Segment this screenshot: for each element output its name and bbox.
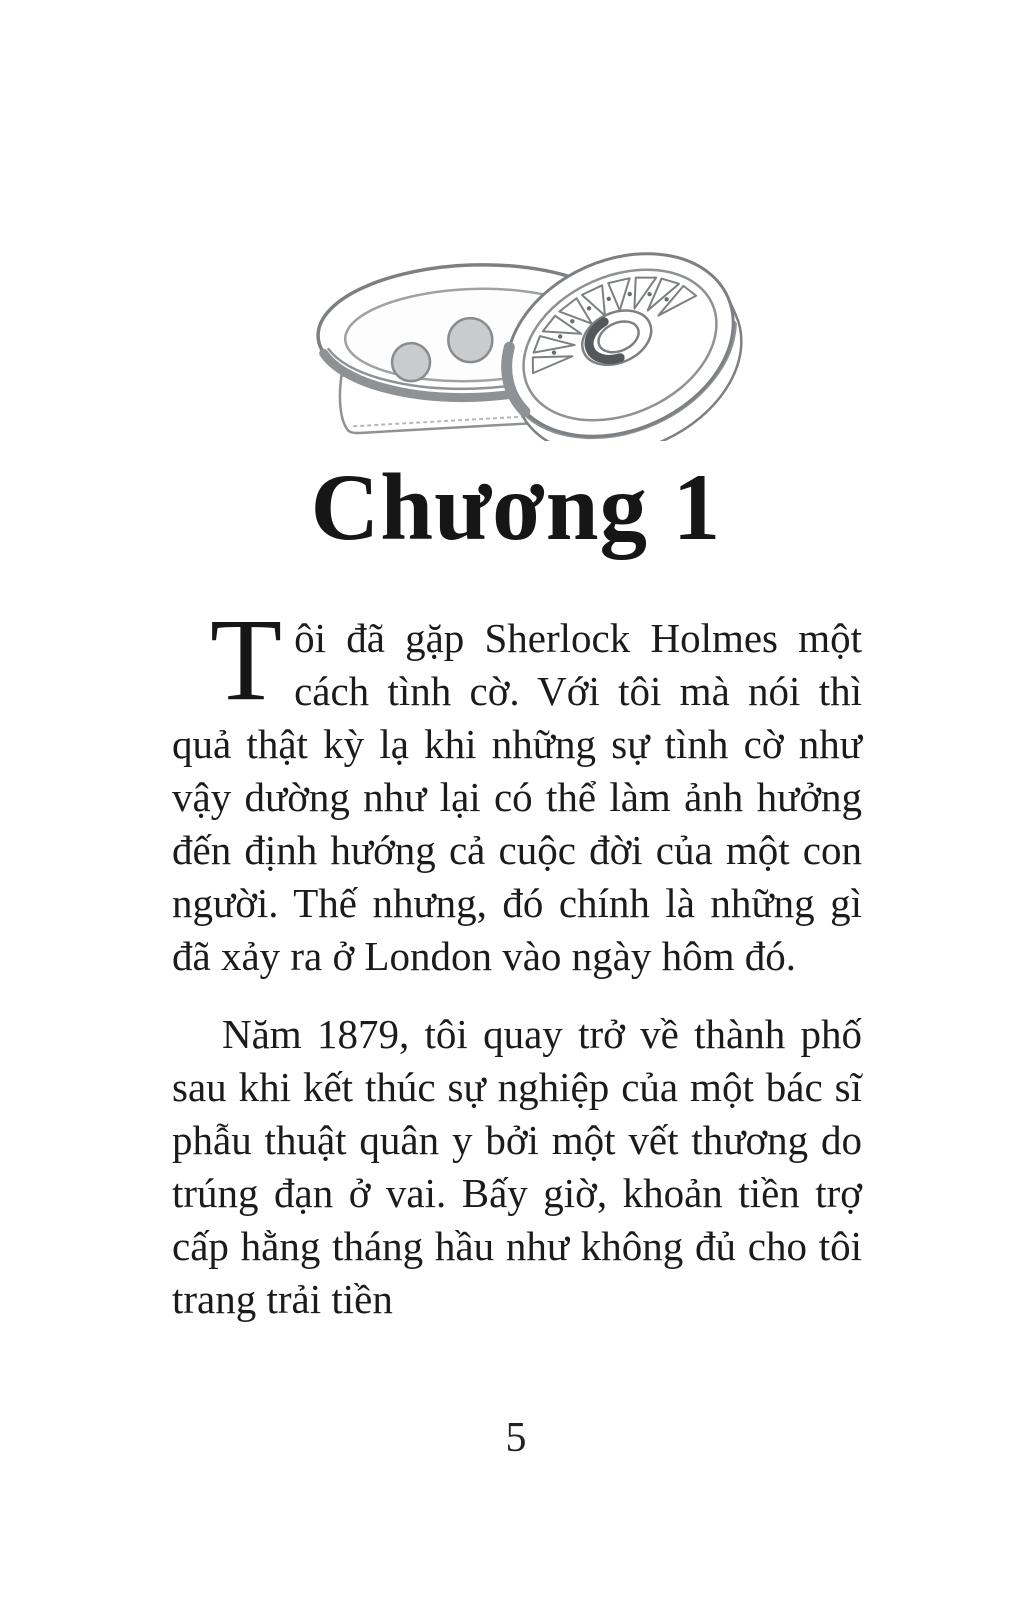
pillbox-illustration — [288, 243, 743, 441]
chapter-title: Chương 1 — [310, 454, 722, 560]
pill — [448, 317, 494, 363]
page-number: 5 — [505, 1415, 527, 1461]
paragraph-text: ôi đã gặp Sherlock Holmes một cách tình cờ. Với tôi mà nói thì quả thật kỳ lạ khi những sự tình cờ như vậy dường như lại có thể làm ảnh hưởng đến định hướng cả cuộc đời của một con người. Thế nhưng, đó chính là những gì đã xảy ra ở London vào ngày hôm đó. — [172, 615, 862, 979]
paragraph — [172, 594, 862, 983]
pillbox-drawing-svg — [288, 243, 743, 441]
chapter-body — [172, 594, 862, 1326]
paragraph — [172, 1008, 862, 1326]
drop-cap: T — [210, 594, 283, 725]
pill — [391, 343, 430, 382]
paragraph-text: Năm 1879, tôi quay trở về thành phố sau khi kết thúc sự nghiệp của một bác sĩ phẫu thuật quân y bởi một vết thương do trúng đạn ở vai. Bấy giờ, khoản tiền trợ cấp hằng tháng hầu như không đủ cho tôi trang trải tiền — [172, 1011, 862, 1322]
